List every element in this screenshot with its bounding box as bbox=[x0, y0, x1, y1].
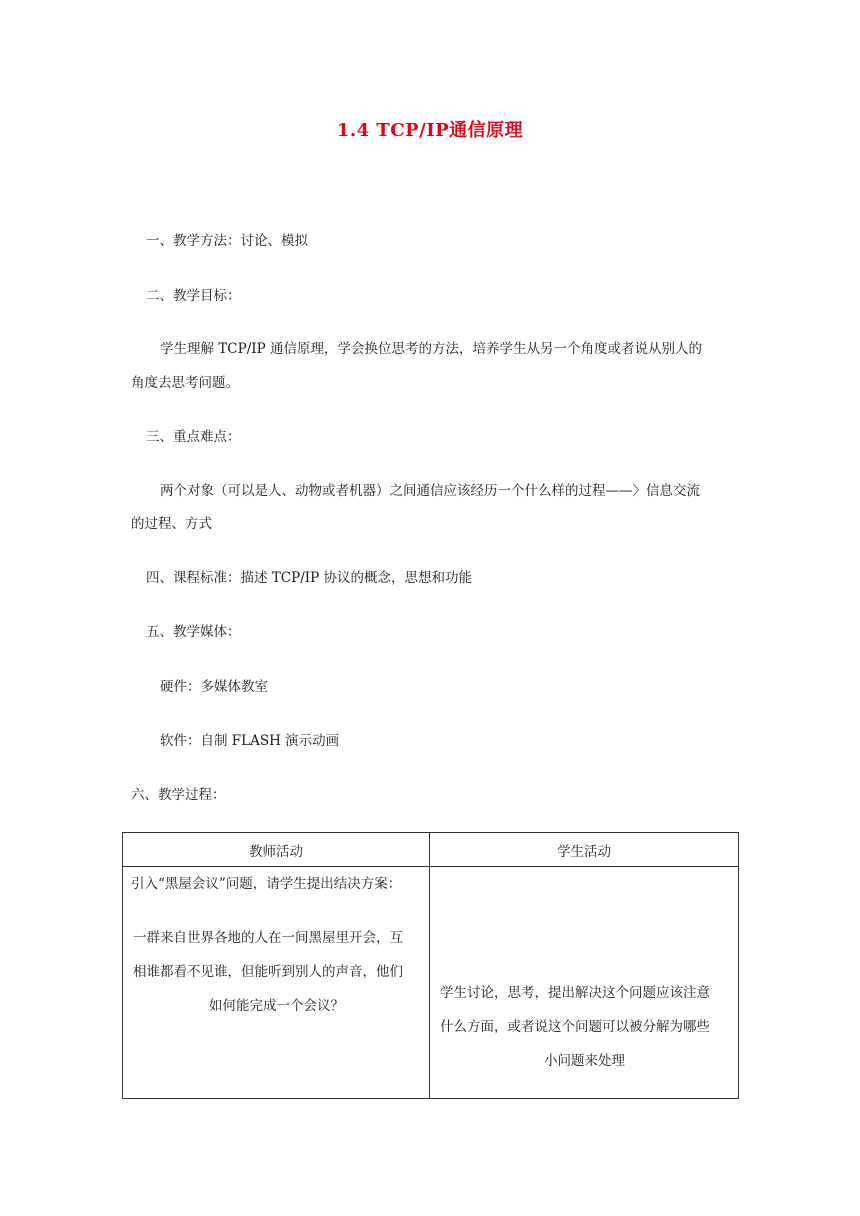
teacher-line-1: 引入“黑屋会议”问题，请学生提出结决方案： bbox=[131, 876, 402, 892]
header-student-activity: 学生活动 bbox=[430, 833, 739, 867]
section-teaching-media-heading: 五、教学媒体： bbox=[146, 624, 241, 640]
goal-text-line-2: 角度去思考问题。 bbox=[131, 375, 239, 391]
key-text-line-1: 两个对象（可以是人、动物或者机器）之间通信应该经历一个什么样的过程——〉信息交流 bbox=[160, 483, 700, 499]
section-key-points-heading: 三、重点难点： bbox=[146, 429, 241, 445]
table-row bbox=[123, 867, 739, 1099]
media-software: 软件：自制 FLASH 演示动画 bbox=[160, 733, 340, 749]
section-curriculum-standard: 四、课程标准：描述 TCP/IP 协议的概念，思想和功能 bbox=[146, 570, 472, 586]
teaching-process-table bbox=[122, 832, 739, 1099]
section-teaching-process-heading: 六、教学过程： bbox=[131, 787, 226, 803]
table-header-row bbox=[123, 833, 739, 867]
key-text-line-2: 的过程、方式 bbox=[131, 516, 212, 532]
teacher-line-4: 如何能完成一个会议？ bbox=[209, 998, 344, 1014]
section-teaching-method: 一、教学方法：讨论、模拟 bbox=[146, 233, 308, 249]
section-teaching-goal-heading: 二、教学目标： bbox=[146, 288, 241, 304]
document-title: 1.4 TCP/IP通信原理 bbox=[336, 120, 524, 141]
student-line-1: 学生讨论，思考，提出解决这个问题应该注意 bbox=[440, 985, 710, 1001]
goal-text-line-1: 学生理解 TCP/IP 通信原理，学会换位思考的方法，培养学生从另一个角度或者说从别人的 bbox=[160, 341, 702, 357]
media-hardware: 硬件：多媒体教室 bbox=[160, 679, 268, 695]
teacher-activity-cell bbox=[123, 867, 430, 1099]
student-line-2: 什么方面，或者说这个问题可以被分解为哪些 bbox=[440, 1019, 710, 1035]
student-line-3: 小问题来处理 bbox=[544, 1053, 625, 1069]
teacher-line-3: 相谁都看不见谁，但能听到别人的声音，他们 bbox=[133, 964, 403, 980]
student-activity-cell bbox=[430, 867, 739, 1099]
teacher-line-2: 一群来自世界各地的人在一间黑屋里开会，互 bbox=[133, 930, 403, 946]
header-teacher-activity: 教师活动 bbox=[123, 833, 430, 867]
